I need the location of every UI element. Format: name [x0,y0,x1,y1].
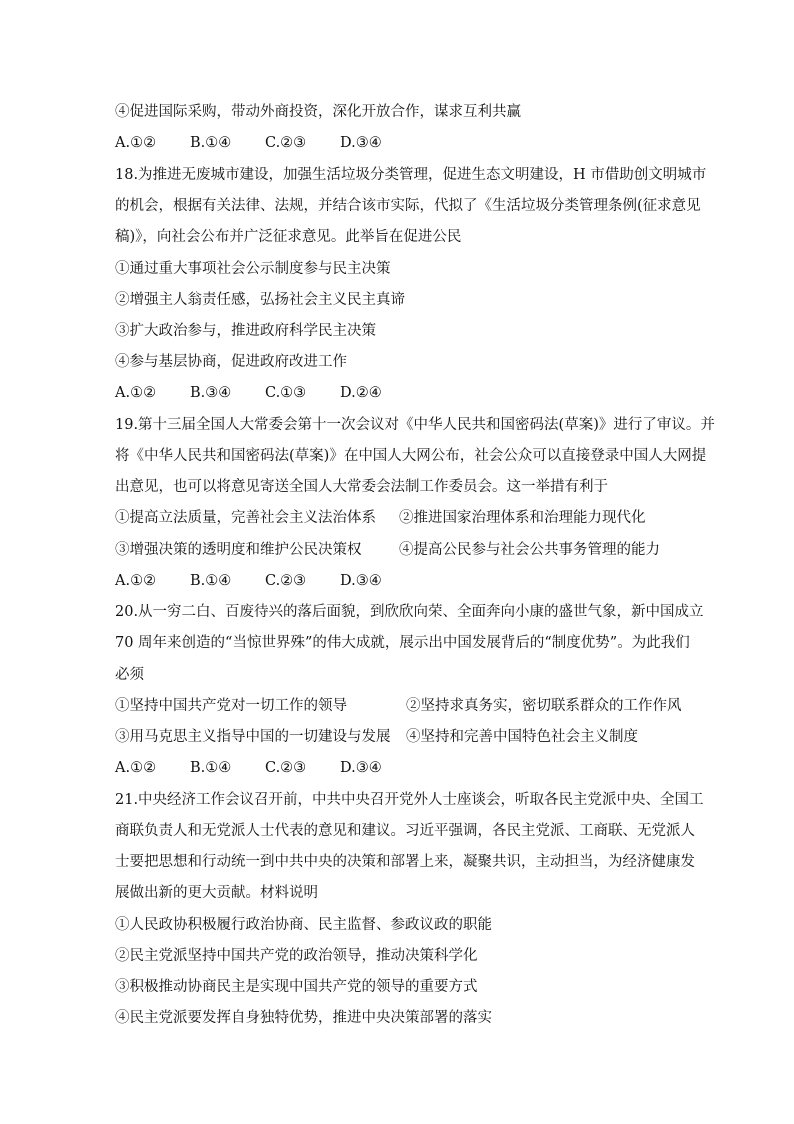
q19-stem-line-3: 出意见，也可以将意见寄送全国人大常委会法制工作委员会。这一举措有利于 [115,479,608,495]
q19-stem-line-2: 将《中华人民共和国密码法(草案)》在中国人大网公布，社会公众可以直接登录中国人大网提 [115,448,707,464]
q20-item-4: ④坚持和完善中国特色社会主义制度 [406,729,638,745]
q18-item-1: ①通过重大事项社会公示制度参与民主决策 [115,261,391,277]
q19-stem-line-1: 19.第十三届全国人大常委会第十一次会议对《中华人民共和国密码法(草案)》进行了审议。并 [115,417,715,433]
q21-stem-line-3: 士要把思想和行动统一到中共中央的决策和部署上来，凝聚共识，主动担当，为经济健康发 [115,854,695,870]
q18-option-a: A.①② [115,385,157,401]
q21-item-3: ③积极推动协商民主是实现中国共产党的领导的重要方式 [115,979,478,995]
q21-stem-line-2: 商联负责人和无党派人士代表的意见和建议。习近平强调，各民主党派、工商联、无党派人 [115,823,695,839]
q18-option-b: B.③④ [190,385,232,401]
q18-item-2: ②增强主人翁责任感，弘扬社会主义民主真谛 [115,292,405,308]
q21-item-1: ①人民政协积极履行政治协商、民主监督、参政议政的职能 [115,917,492,933]
q17-option-d: D.③④ [340,135,382,151]
q19-option-c: C.②③ [265,573,307,589]
q19-items-row-1 [115,508,685,528]
q19-item-4: ④提高公民参与社会公共事务管理的能力 [399,542,660,558]
q19-option-a: A.①② [115,573,157,589]
q21-item-4: ④民主党派要发挥自身独特优势，推进中央决策部署的落实 [115,1010,492,1026]
q20-stem-line-3: 必须 [115,667,144,683]
q20-option-a: A.①② [115,760,157,776]
q19-item-1: ①提高立法质量，完善社会主义法治体系 [115,510,376,526]
q20-option-d: D.③④ [340,760,382,776]
q19-item-2: ②推进国家治理体系和治理能力现代化 [399,510,646,526]
q20-item-2: ②坚持求真务实，密切联系群众的工作作风 [406,698,682,714]
q21-stem-line-1: 21.中央经济工作会议召开前，中共中央召开党外人士座谈会，听取各民主党派中央、全国工 [115,792,704,808]
q18-item-4: ④参与基层协商，促进政府改进工作 [115,354,347,370]
q17-item-4: ④促进国际采购，带动外商投资，深化开放合作，谋求互利共赢 [115,104,521,120]
q18-option-d: D.②④ [340,385,382,401]
q18-stem-line-3: 稿)》，向社会公布并广泛征求意见。此举旨在促进公民 [115,229,462,245]
q20-options [115,758,382,778]
q20-item-1: ①坚持中国共产党对一切工作的领导 [115,698,347,714]
q18-option-c: C.①③ [265,385,307,401]
q21-stem-line-4: 展做出新的更大贡献。材料说明 [115,885,318,901]
q19-item-3: ③增强决策的透明度和维护公民决策权 [115,542,362,558]
q19-option-b: B.①④ [190,573,232,589]
q19-option-d: D.③④ [340,573,382,589]
q20-stem-line-2: 70 周年来创造的“当惊世界殊”的伟大成就，展示出中国发展背后的“制度优势”。为此我们 [115,635,690,651]
q20-items-row-1 [115,696,685,716]
q20-stem-line-1: 20.从一穷二白、百废待兴的落后面貌，到欣欣向荣、全面奔向小康的盛世气象，新中国成立 [115,604,704,620]
q18-options [115,383,382,403]
q19-options [115,571,382,591]
q19-items-row-2 [115,540,685,560]
q20-option-b: B.①④ [190,760,232,776]
q18-stem-line-1: 18.为推进无废城市建设，加强生活垃圾分类管理，促进生态文明建设，H 市借助创文明城市 [115,167,707,183]
q17-option-b: B.①④ [190,135,232,151]
q17-option-c: C.②③ [265,135,307,151]
q17-option-a: A.①② [115,135,157,151]
q20-item-3: ③用马克思主义指导中国的一切建设与发展 [115,729,391,745]
q17-options [115,133,382,153]
q18-stem-line-2: 的机会，根据有关法律、法规，并结合该市实际，代拟了《生活垃圾分类管理条例(征求意见 [115,198,701,214]
q20-option-c: C.②③ [265,760,307,776]
q21-item-2: ②民主党派坚持中国共产党的政治领导，推动决策科学化 [115,948,478,964]
q20-items-row-2 [115,727,685,747]
q18-item-3: ③扩大政治参与，推进政府科学民主决策 [115,323,376,339]
